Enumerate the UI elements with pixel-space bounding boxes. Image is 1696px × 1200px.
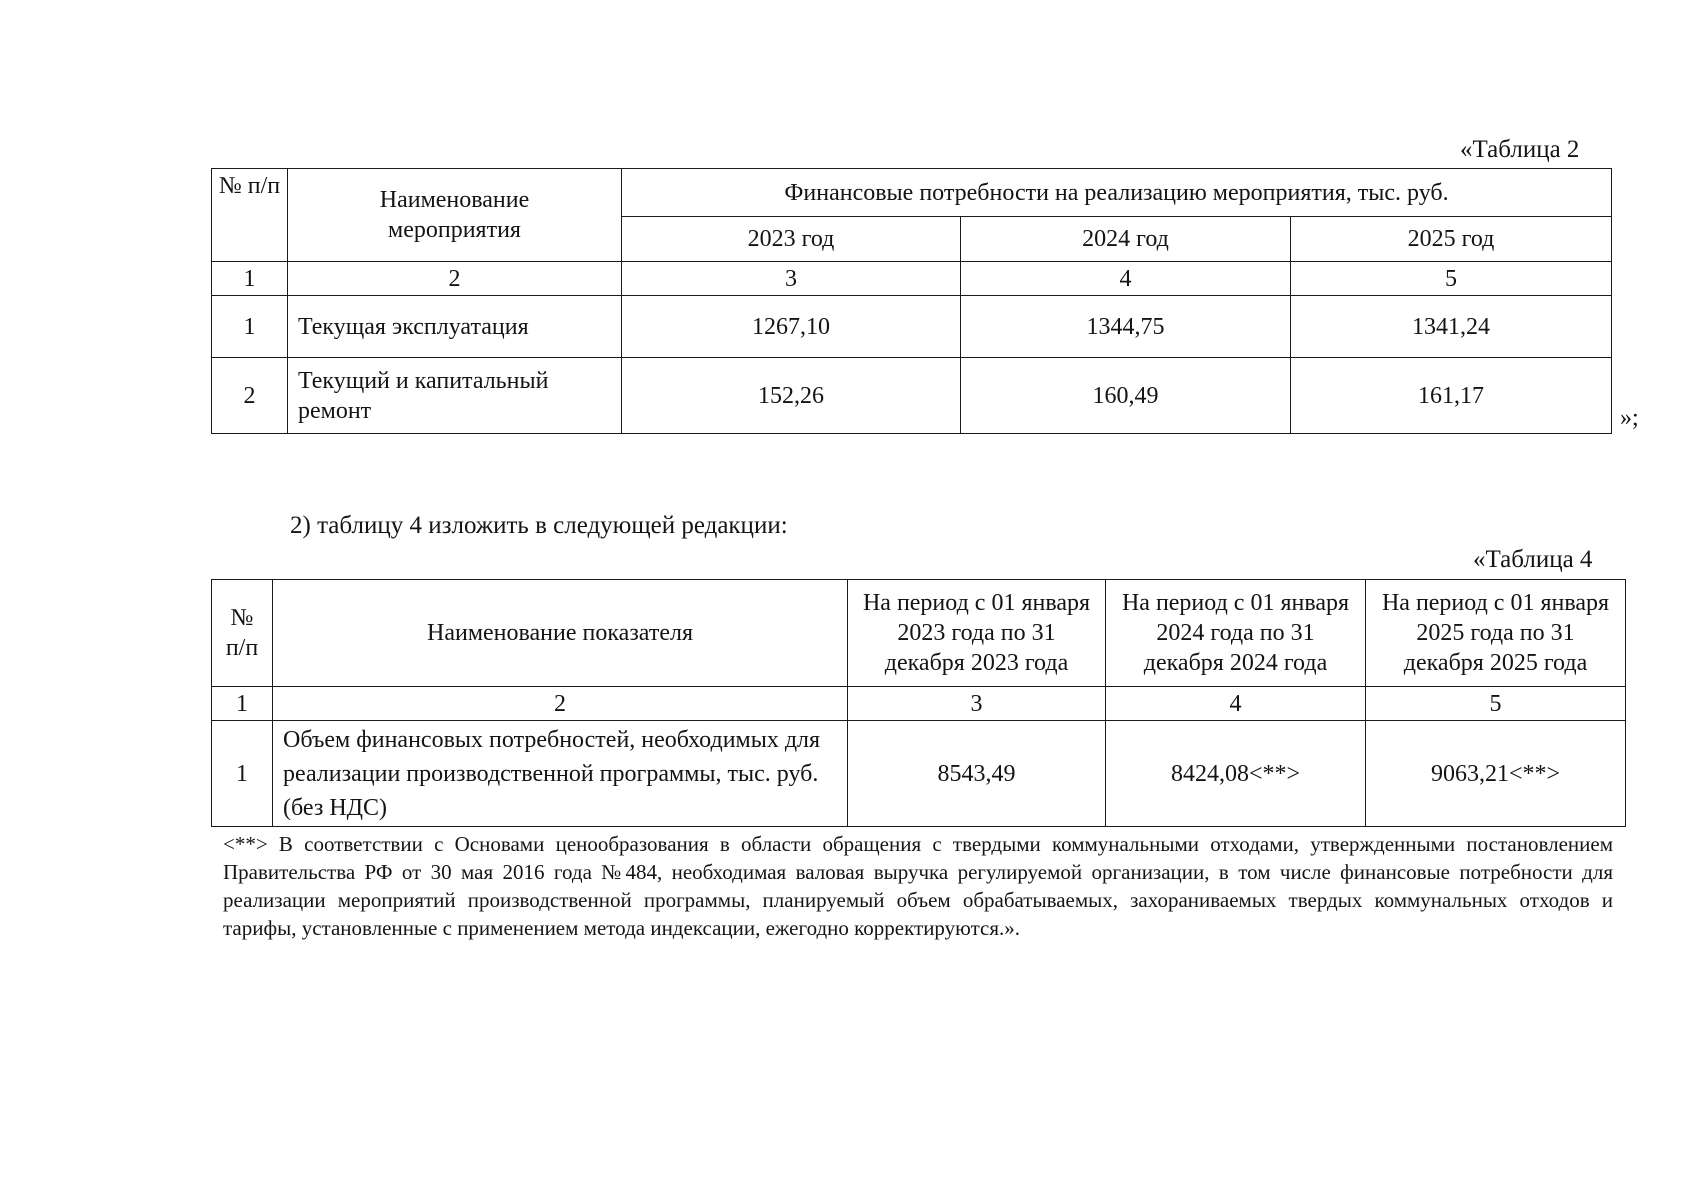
table-2 [211,168,1612,434]
row-value-2025: 161,17 [1291,358,1612,434]
row-value-2024: 160,49 [961,358,1291,434]
row-value-2024: 1344,75 [961,296,1291,358]
row-num: 1 [212,296,288,358]
row-value-2023: 1267,10 [622,296,961,358]
table4-header-row [212,580,1626,687]
row-value-2023: 8543,49 [848,721,1106,827]
row-value-2025: 1341,24 [1291,296,1612,358]
table2-header-name: Наименование мероприятия [288,169,622,262]
table-row [212,358,1612,434]
table2-index-cell: 4 [961,262,1291,296]
table-row [212,721,1626,827]
table2-year-2025: 2025 год [1291,217,1612,262]
row-value-2024: 8424,08<**> [1106,721,1366,827]
table4-index-cell: 3 [848,687,1106,721]
table4-period-2024: На период с 01 января 2024 года по 31 декабря 2024 года [1106,580,1366,687]
paragraph-item-2: 2) таблицу 4 изложить в следующей редакции: [290,512,788,539]
row-name: Объем финансовых потребностей, необходимых для реализации производственной программы, тыс. руб. (без НДС) [273,721,848,827]
table4-header-name: Наименование показателя [273,580,848,687]
table2-index-cell: 5 [1291,262,1612,296]
table2-year-2024: 2024 год [961,217,1291,262]
table-row [212,296,1612,358]
table4-index-cell: 4 [1106,687,1366,721]
table4-caption: «Таблица 4 [1473,546,1593,573]
row-name: Текущая эксплуатация [288,296,622,358]
table2-index-cell: 1 [212,262,288,296]
table2-index-row [212,262,1612,296]
table2-index-cell: 2 [288,262,622,296]
table2-header-group: Финансовые потребности на реализацию мероприятия, тыс. руб. [622,169,1612,217]
row-value-2025: 9063,21<**> [1366,721,1626,827]
row-name: Текущий и капитальный ремонт [288,358,622,434]
table4-index-cell: 1 [212,687,273,721]
table4-header-num: № п/п [212,580,273,687]
table2-caption: «Таблица 2 [1460,136,1580,163]
table4-index-cell: 2 [273,687,848,721]
row-num: 1 [212,721,273,827]
table4-period-2025: На период с 01 января 2025 года по 31 декабря 2025 года [1366,580,1626,687]
table2-header-num: № п/п [212,169,288,262]
table4-index-cell: 5 [1366,687,1626,721]
table2-index-cell: 3 [622,262,961,296]
footnote: <**> В соответствии с Основами ценообразования в области обращения с твердыми коммунальными отходами, утвержденными постановлением Правительства РФ от 30 мая 2016 года №484, необходимая валовая выручка регулируемой организации, в том числе финансовые потребности для реализации мероприятий производственной программы, планируемый объем обрабатываемых, захораниваемых твердых коммунальных отходов и тарифы, установленные с применением метода индексации, ежегодно корректируются.». [223,832,1613,940]
row-value-2023: 152,26 [622,358,961,434]
table2-header-row-1 [212,169,1612,217]
table4-period-2023: На период с 01 января 2023 года по 31 декабря 2023 года [848,580,1106,687]
row-num: 2 [212,358,288,434]
table2-year-2023: 2023 год [622,217,961,262]
table4-index-row [212,687,1626,721]
table-4 [211,579,1626,827]
table2-closing-quote: »; [1620,405,1639,431]
